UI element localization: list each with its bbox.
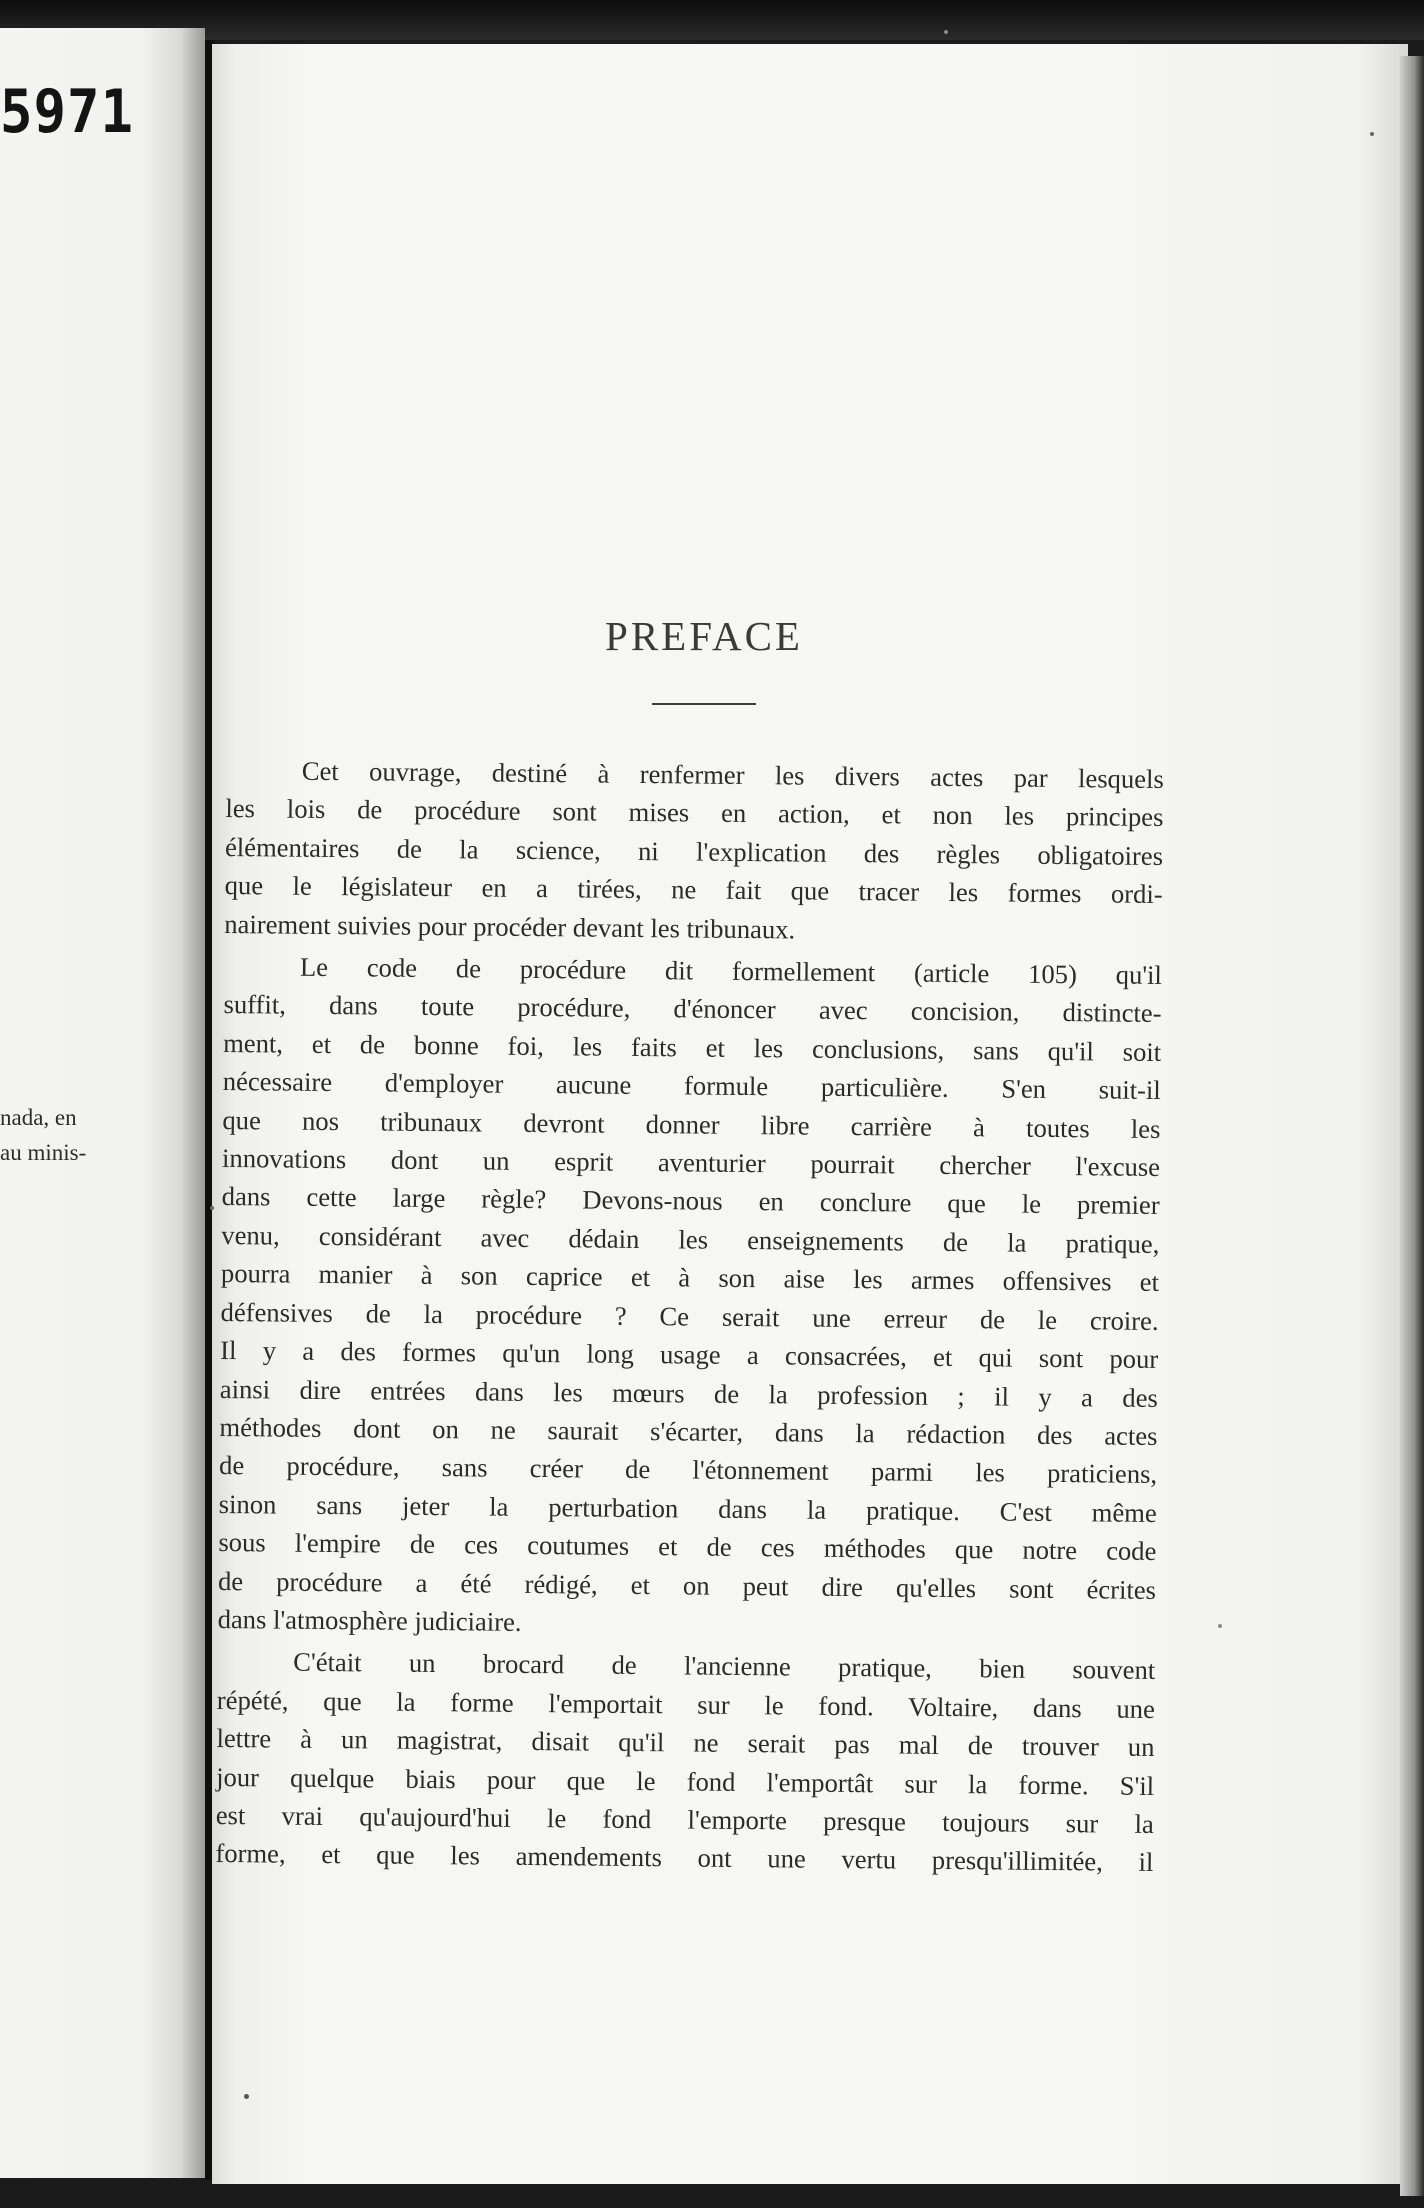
- text-line: sous l'empire de ces coutumes et de ces méthodes que notre code: [218, 1527, 1157, 1567]
- left-fragment-line: au minis-: [0, 1140, 87, 1165]
- text-line: nécessaire d'employer aucune formule particulière. S'en suit-il: [222, 1066, 1161, 1106]
- text-line: les lois de procédure sont mises en action, et non les principes: [225, 793, 1164, 833]
- text-line: méthodes dont on ne saurait s'écarter, dans la rédaction des actes: [219, 1411, 1158, 1451]
- paper-speck: [244, 2094, 249, 2099]
- text-line: innovations dont un esprit aventurier pourrait chercher l'excuse: [221, 1143, 1161, 1183]
- paper-speck: [944, 30, 948, 34]
- preface-paragraph: [217, 947, 1162, 1647]
- text-line: forme, et que les amendements ont une vertu presqu'illimitée, il: [215, 1838, 1154, 1878]
- text-line: de procédure a été rédigé, et on peut dire qu'elles sont écrites: [217, 1565, 1157, 1605]
- text-line: élémentaires de la science, ni l'explication des règles obligatoires: [224, 831, 1164, 871]
- text-line: Le code de procédure dit formellement (article 105) qu'il: [299, 951, 1163, 991]
- text-line: venu, considérant avec dédain les enseignements de la pratique,: [221, 1219, 1160, 1259]
- paper-speck: [1218, 1624, 1222, 1628]
- left-fragment-line: nada, en: [0, 1105, 77, 1130]
- text-line: Cet ouvrage, destiné à renfermer les divers actes par lesquels: [301, 755, 1164, 795]
- text-line: pourra manier à son caprice et à son aise les armes offensives et: [220, 1258, 1160, 1298]
- text-line: ment, et de bonne foi, les faits et les conclusions, sans qu'il soit: [223, 1027, 1162, 1067]
- title-divider: [652, 703, 756, 705]
- preface-body: [215, 751, 1164, 1882]
- catalog-number: 5971: [0, 76, 135, 147]
- page-edge-shadow: [1400, 56, 1424, 2196]
- text-line: C'était un brocard de l'ancienne pratique, bien souvent: [293, 1647, 1156, 1686]
- left-facing-page: [0, 28, 205, 2178]
- text-line: nairement suivies pour procéder devant les tribunaux.: [224, 908, 796, 945]
- paper-speck: [210, 1206, 214, 1210]
- text-line: lettre à un magistrat, disait qu'il ne serait pas mal de trouver un: [216, 1723, 1155, 1763]
- paper-speck: [1370, 132, 1374, 136]
- text-line: Il y a des formes qu'un long usage a consacrées, et qui sont pour: [220, 1335, 1159, 1375]
- text-line: défensives de la procédure ? Ce serait une erreur de le croire.: [220, 1296, 1159, 1336]
- text-line: de procédure, sans créer de l'étonnement parmi les praticiens,: [218, 1450, 1158, 1490]
- text-line: dans l'atmosphère judiciaire.: [217, 1603, 522, 1637]
- left-page-text-fragments: [0, 1100, 86, 1170]
- text-line: dans cette large règle? Devons-nous en conclure que le premier: [221, 1181, 1160, 1221]
- text-line: ainsi dire entrées dans les mœurs de la profession ; il y a des: [219, 1373, 1158, 1413]
- text-line: que le législateur en a tirées, ne fait que tracer les formes ordi-: [224, 870, 1163, 910]
- text-line: sinon sans jeter la perturbation dans la pratique. C'est même: [218, 1488, 1157, 1528]
- page-title: PREFACE: [605, 613, 803, 659]
- text-line: suffit, dans toute procédure, d'énoncer avec concision, distincte-: [223, 989, 1162, 1029]
- preface-paragraph: [215, 1642, 1155, 1881]
- text-line: jour quelque biais pour que le fond l'emportât sur la forme. S'il: [216, 1761, 1155, 1801]
- text-line: que nos tribunaux devront donner libre carrière à toutes les: [222, 1104, 1161, 1144]
- preface-paragraph: [224, 751, 1164, 952]
- text-line: est vrai qu'aujourd'hui le fond l'emporte presque toujours sur la: [215, 1799, 1154, 1839]
- text-line: répété, que la forme l'emportait sur le fond. Voltaire, dans une: [216, 1684, 1155, 1724]
- scan-top-border: [0, 0, 1424, 40]
